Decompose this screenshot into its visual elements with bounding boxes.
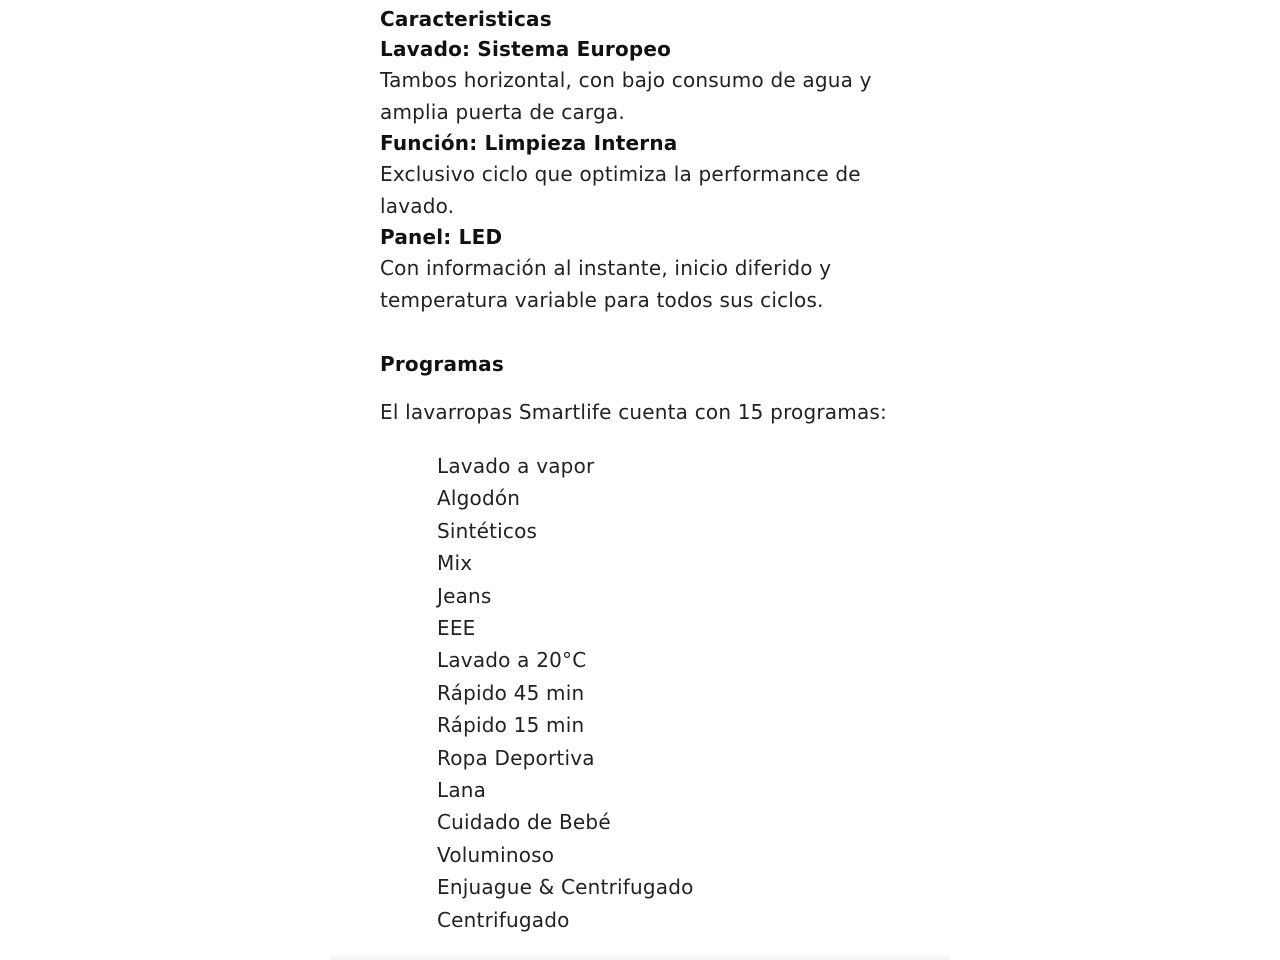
programs-intro: El lavarropas Smartlife cuenta con 15 programas: [380,400,887,424]
feature-text-line: Tambos horizontal, con bajo consumo de agua y [380,68,872,92]
feature-text-line: Con información al instante, inicio diferido y [380,256,832,280]
list-item: Lavado a 20°C [437,648,587,673]
feature-text-line: lavado. [380,194,455,218]
list-item: Centrifugado [437,907,570,932]
list-item: Voluminoso [437,842,555,867]
features-title: Caracteristicas [380,7,552,31]
list-item: Sintéticos [437,518,538,543]
list-item: Cuidado de Bebé [437,810,611,835]
programs-list [380,450,940,936]
list-item: EEE [437,616,476,641]
feature-text-line: temperatura variable para todos sus ciclos. [380,288,824,312]
feature-text-line: Exclusivo ciclo que optimiza la performance de [380,162,861,186]
list-item: Mix [437,551,473,576]
feature-heading: Lavado: Sistema Europeo [380,37,672,61]
feature-heading: Función: Limpieza Interna [380,131,678,155]
feature-text-line: amplia puerta de carga. [380,100,625,124]
feature-heading: Panel: LED [380,225,503,249]
product-description [380,4,940,936]
list-item: Lavado a vapor [437,454,595,478]
list-item: Algodón [437,486,521,511]
list-item: Ropa Deportiva [437,745,595,770]
list-item: Jeans [437,583,492,608]
list-item: Rápido 15 min [437,713,585,738]
feature-block-funcion [380,128,940,222]
bottom-edge-shadow [330,952,950,960]
list-item: Lana [437,778,487,803]
programs-title: Programas [380,352,504,376]
list-item: Rápido 45 min [437,680,585,705]
feature-block-panel [380,222,940,316]
list-item: Enjuague & Centrifugado [437,875,694,900]
feature-block-lavado [380,34,940,128]
